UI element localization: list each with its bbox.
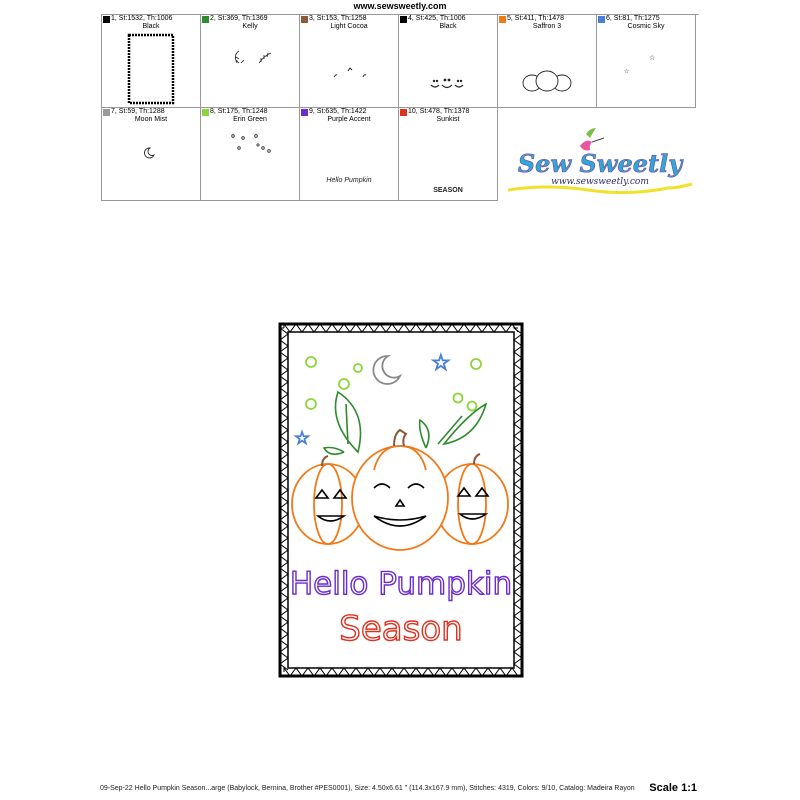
color-swatch: [301, 16, 308, 23]
color-swatch: [202, 16, 209, 23]
color-stop-1: [102, 15, 201, 108]
color-stop-7: [102, 108, 201, 201]
color-stop-name: Sunkist: [436, 116, 460, 123]
color-stop-header: 1, St:1532, Th:1006: [111, 15, 173, 22]
color-stop-name: Kelly: [242, 23, 258, 30]
season-text: Season: [339, 609, 463, 649]
color-stop-name: Moon Mist: [134, 116, 168, 123]
color-stop-6: [597, 15, 696, 108]
color-stop-name: Erin Green: [233, 116, 267, 123]
color-stop-header: 3, St:153, Th:1258: [309, 15, 367, 22]
svg-text:www.sewsweetly.com: www.sewsweetly.com: [551, 177, 649, 187]
color-stop-header: 2, St:369, Th:1369: [210, 15, 268, 22]
color-swatch: [400, 109, 407, 116]
pumpkins-thumbnail: [498, 31, 596, 107]
color-stop-name: Cosmic Sky: [627, 23, 665, 30]
color-stop-header: 8, St:175, Th:1248: [210, 108, 268, 115]
color-stop-name: Black: [439, 23, 457, 30]
color-stop-header: 7, St:59, Th:1288: [111, 108, 165, 115]
star-icon: ☆: [294, 428, 311, 448]
dots-thumbnail: [201, 124, 299, 200]
color-stop-header: 6, St:81, Th:1275: [606, 15, 660, 22]
stems-thumbnail: [300, 31, 398, 107]
color-stop-5: [498, 15, 597, 108]
design-preview: [276, 320, 526, 685]
scale-label: Scale 1:1: [649, 782, 697, 794]
frame-thumbnail: [102, 31, 200, 107]
footer-info: 09-Sep-22 Hello Pumpkin Season...arge (Babylock, Bernina, Brother #PES0001), Size: 4.50x6.61 " (114.3x167.9 mm), Stitches: 4319, Colors: 9/10, Catalog: Madeira Rayon: [100, 785, 635, 792]
svg-text:Sew Sweetly: Sew Sweetly: [517, 149, 683, 178]
stars-thumbnail: [597, 31, 695, 107]
color-stop-name: Saffron 3: [532, 23, 562, 30]
color-swatch: [202, 109, 209, 116]
color-swatch: [103, 16, 110, 23]
svg-text:SEASON: SEASON: [433, 187, 463, 194]
faces-thumbnail: [399, 31, 497, 107]
sew-sweetly-logo: [500, 120, 700, 200]
color-stop-10: [399, 108, 498, 201]
site-url[interactable]: www.sewsweetly.com: [353, 1, 447, 11]
hummingbird-icon: [580, 128, 604, 151]
season-thumbnail: [399, 124, 497, 200]
color-stop-2: [201, 15, 300, 108]
color-stop-header: 10, St:478, Th:1378: [408, 108, 470, 115]
leaves-thumbnail: [201, 31, 299, 107]
color-stop-name: Purple Accent: [327, 116, 371, 123]
color-swatch: [301, 109, 308, 116]
color-stop-8: [201, 108, 300, 201]
color-stop-header: 9, St:635, Th:1422: [309, 108, 367, 115]
color-swatch: [400, 16, 407, 23]
color-stop-9: [300, 108, 399, 201]
color-swatch: [499, 16, 506, 23]
color-swatch: [598, 16, 605, 23]
color-stop-3: [300, 15, 399, 108]
moon-icon: [373, 356, 400, 384]
color-stop-name: Black: [142, 23, 160, 30]
moon-thumbnail: [102, 124, 200, 200]
color-swatch: [103, 109, 110, 116]
hello-pumpkin-thumbnail: [300, 124, 398, 200]
color-stop-4: [399, 15, 498, 108]
star-icon: ☆: [431, 350, 451, 375]
hello-pumpkin-text: Hello Pumpkin: [289, 566, 513, 602]
svg-text:Hello Pumpkin: Hello Pumpkin: [326, 177, 372, 184]
color-stop-name: Light Cocoa: [330, 23, 368, 30]
dots-decoration: [306, 357, 481, 411]
color-stop-header: 5, St:411, Th:1478: [507, 15, 564, 22]
color-stop-header: 4, St:425, Th:1006: [408, 15, 466, 22]
svg-text:☆: ☆: [624, 69, 630, 75]
svg-text:☆: ☆: [649, 55, 656, 62]
